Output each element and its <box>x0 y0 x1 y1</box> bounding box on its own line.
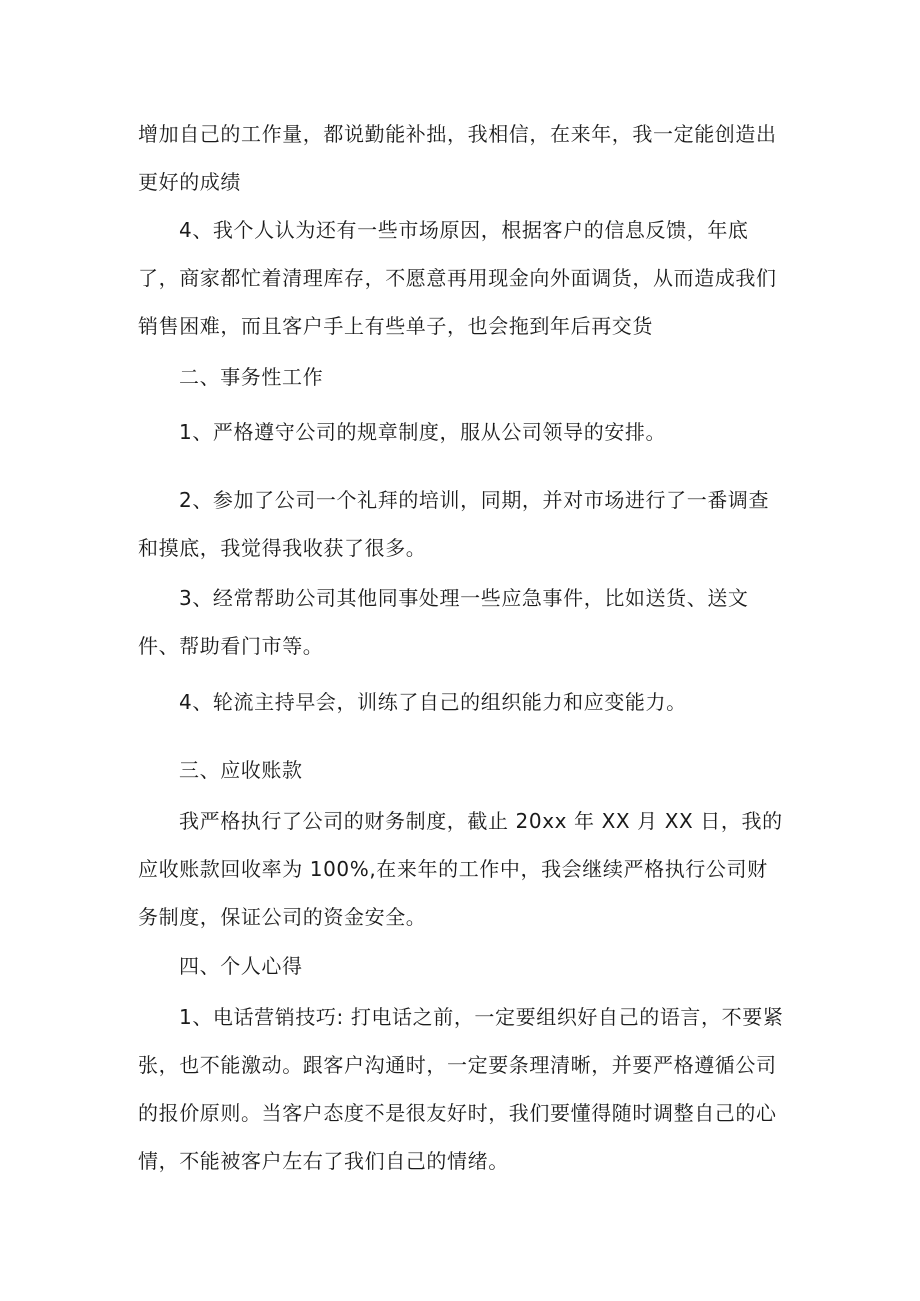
section-heading-receivables: 三、应收账款 <box>179 758 303 782</box>
paragraph-rules: 1、严格遵守公司的规章制度，服从公司领导的安排。 <box>179 420 667 444</box>
paragraph-morning-meeting: 4、轮流主持早会，训练了自己的组织能力和应变能力。 <box>179 690 687 714</box>
paragraph-continuation: 增加自己的工作量，都说勤能补拙，我相信，在来年，我一定能创造出更好的成绩 <box>138 122 777 194</box>
paragraph-training: 2、参加了公司一个礼拜的培训，同期，并对市场进行了一番调查和摸底，我觉得我收获了很多。 <box>138 488 770 560</box>
paragraph-helping: 3、经常帮助公司其他同事处理一些应急事件，比如送货、送文件、帮助看门市等。 <box>138 586 749 658</box>
section-heading-experience: 四、个人心得 <box>179 954 303 978</box>
paragraph-market-reasons: 4、我个人认为还有一些市场原因，根据客户的信息反馈，年底了，商家都忙着清理库存，不愿意再用现金向外面调货，从而造成我们销售困难，而且客户手上有些单子，也会拖到年后再交货 <box>138 218 777 338</box>
section-heading-affairs: 二、事务性工作 <box>179 365 324 389</box>
paragraph-phone-sales: 1、电话营销技巧: 打电话之前，一定要组织好自己的语言，不要紧张，也不能激动。跟客户沟通时，一定要条理清晰，并要严格遵循公司的报价原则。当客户态度不是很友好时，我们要懂得随时调整自己的心情，不能被客户左右了我们自己的情绪。 <box>138 1005 784 1173</box>
paragraph-finance: 我严格执行了公司的财务制度，截止 20xx 年 XX 月 XX 日，我的应收账款回收率为 100%,在来年的工作中，我会继续严格执行公司财务制度，保证公司的资金安全。 <box>138 809 783 929</box>
